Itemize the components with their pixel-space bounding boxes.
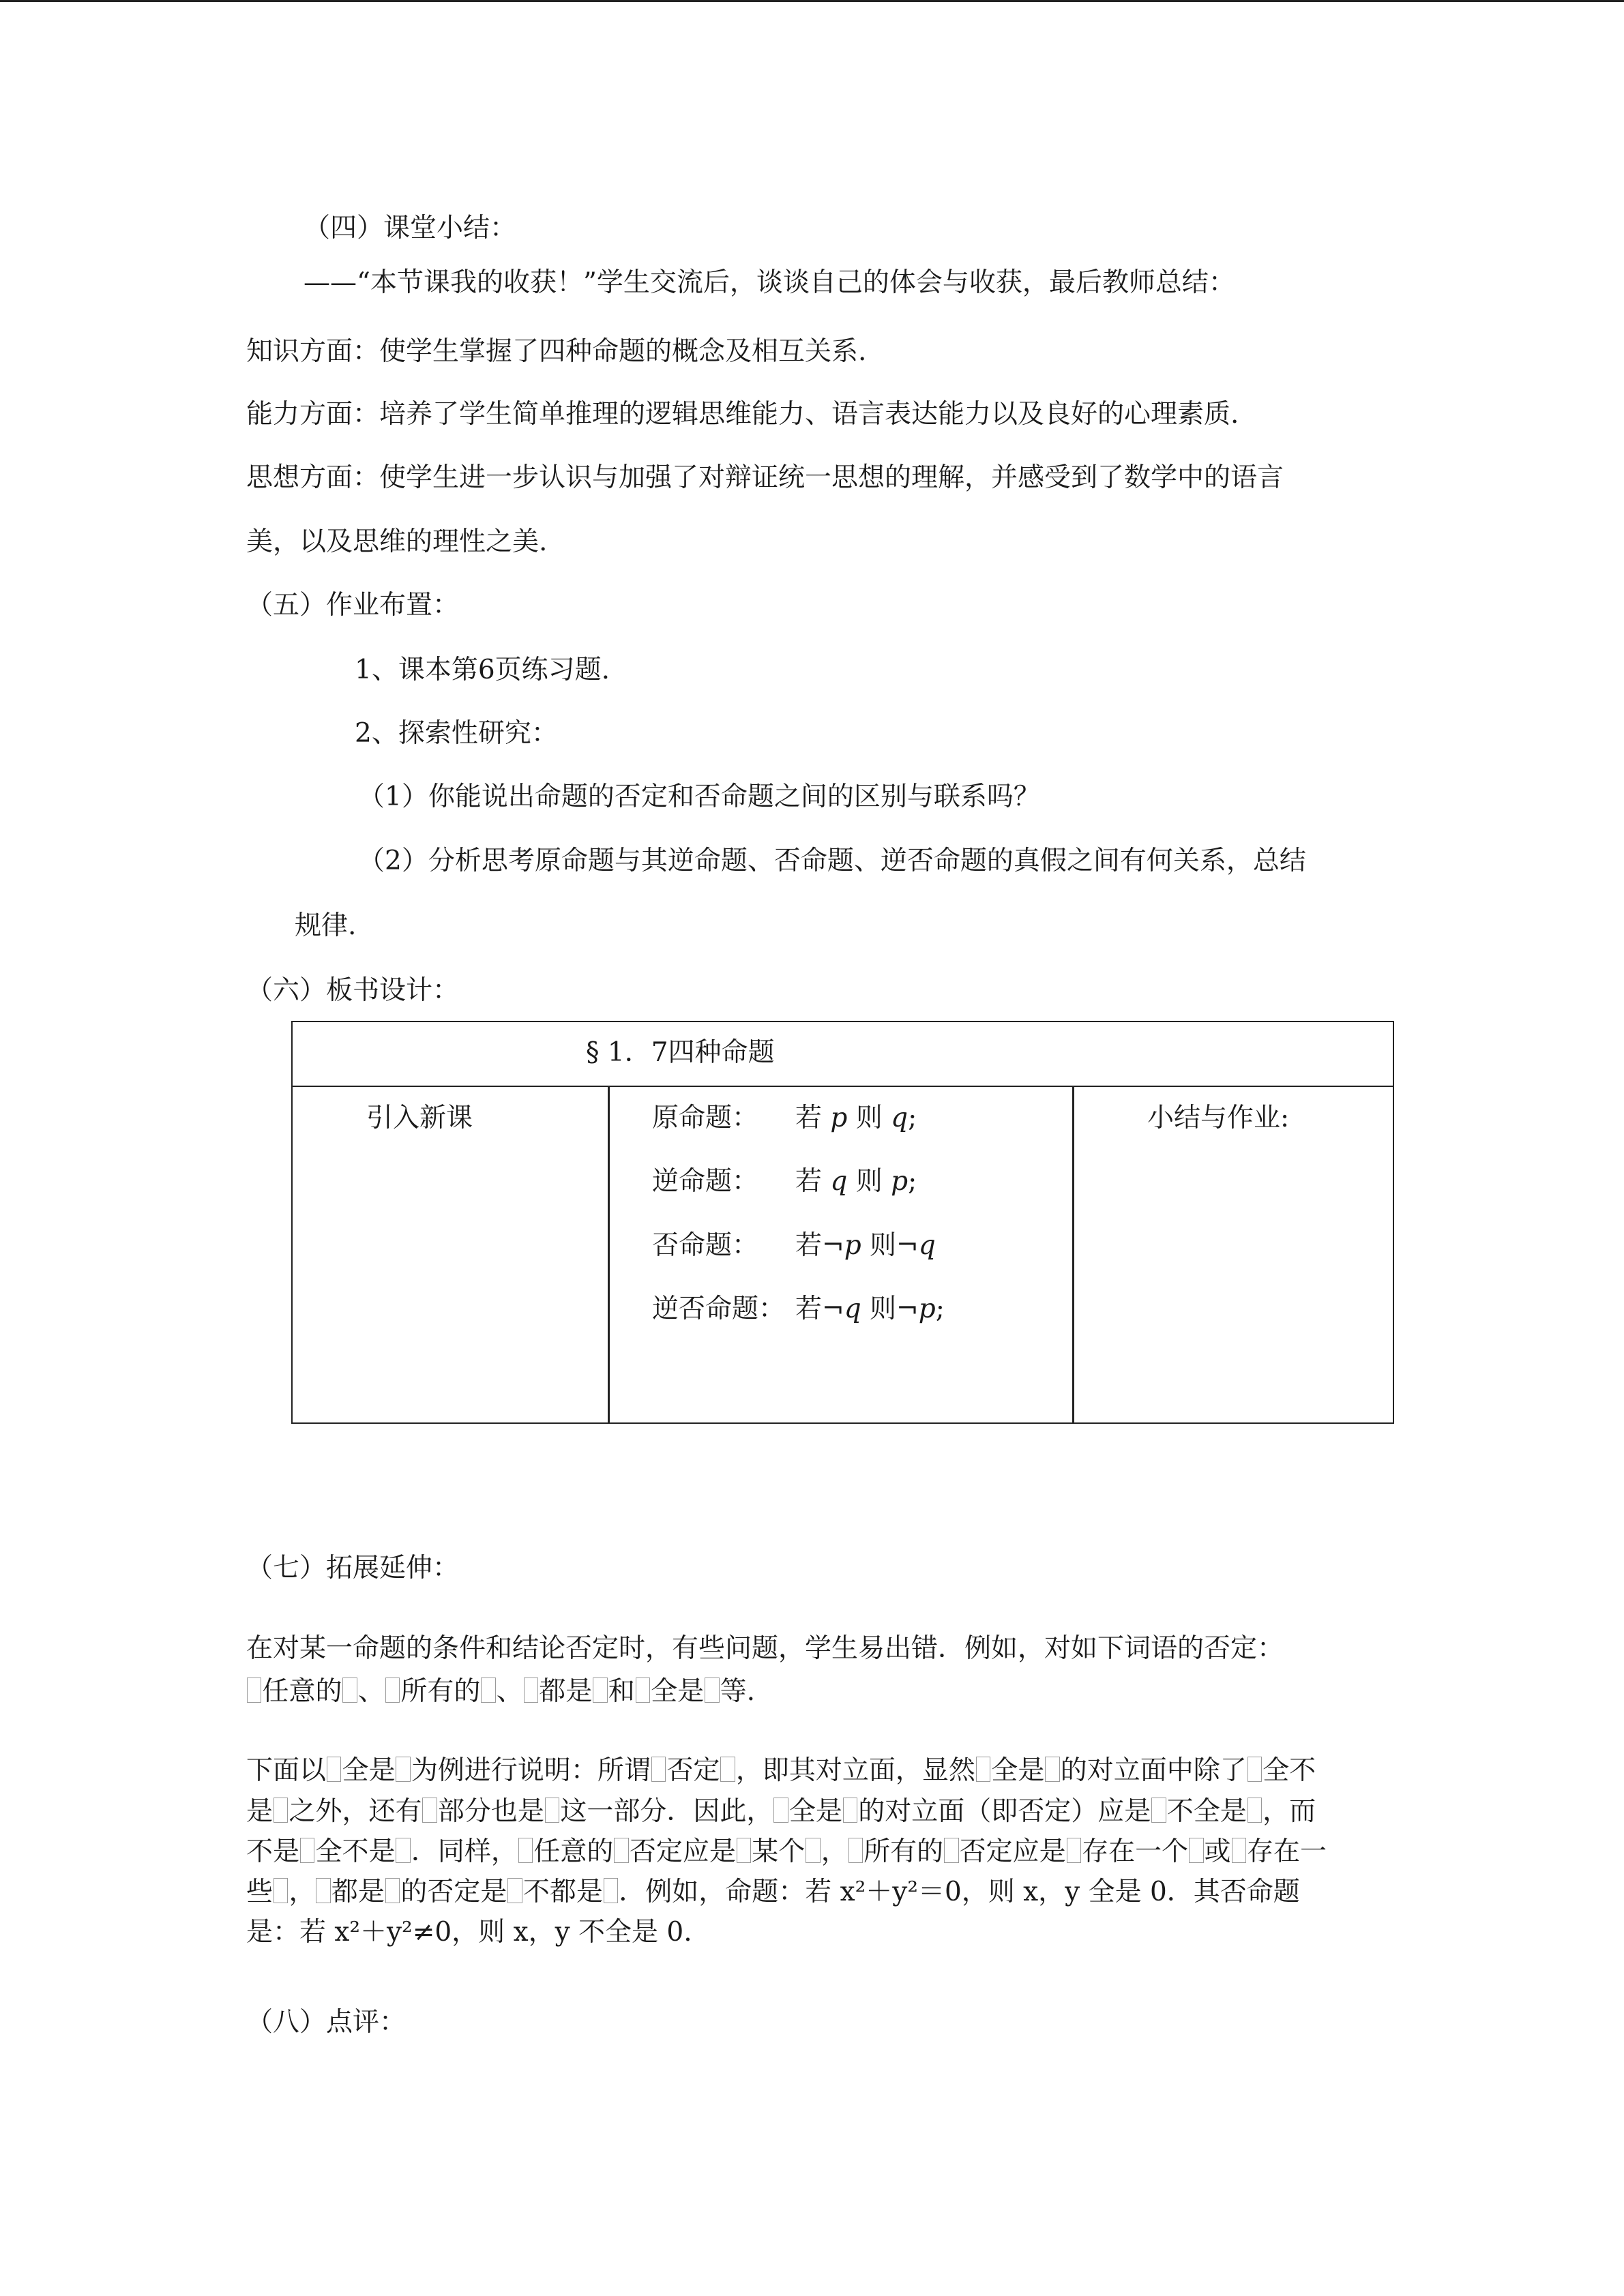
section5-question1: （1）你能说出命题的否定和否命题之间的区别与联系吗？ [358,781,1040,812]
text-part: 任意的 [533,1836,614,1867]
row-condition: q [844,1294,861,1324]
row-end: ; [908,1103,917,1133]
text-part: 都是 [331,1877,385,1907]
text-part: 不都是 [522,1877,603,1907]
row-then: 则¬ [861,1230,919,1261]
board-row-converse [652,1166,917,1198]
page-top-border [0,0,1624,2]
missing-glyph-box [651,1757,666,1782]
missing-glyph-box [1247,1757,1262,1782]
missing-glyph-box [1247,1798,1262,1823]
text-part: 存在一 [1246,1836,1327,1867]
missing-glyph-box [944,1838,958,1863]
section7-para2-line1 [246,1755,1316,1787]
missing-glyph-box [481,1678,495,1703]
missing-glyph-box [1045,1757,1059,1782]
text-part: ， [821,1836,848,1867]
section7-para2-line5: 是：若 x²＋y²≠0，则 x，y 不全是 0. [246,1917,692,1948]
row-then: 则 [847,1103,891,1133]
section6-heading: （六）板书设计： [246,975,460,1006]
text-part: 全是 [651,1676,705,1707]
missing-glyph-box [843,1798,857,1823]
missing-glyph-box [636,1678,650,1703]
missing-glyph-box [806,1838,820,1863]
row-if: 若¬ [795,1230,844,1261]
text-part: ，而 [1263,1796,1316,1827]
row-label: 否命题： [652,1230,759,1261]
board-column-divider-1 [608,1087,610,1422]
row-then: 则¬ [861,1294,919,1324]
missing-glyph-box [316,1878,330,1903]
section7-para1-line2 [246,1676,755,1708]
missing-glyph-box [385,1878,400,1903]
missing-glyph-box [773,1798,788,1823]
text-part: 、 [496,1676,523,1707]
missing-glyph-box [524,1678,538,1703]
row-then: 则 [847,1166,891,1197]
missing-glyph-box [1067,1838,1081,1863]
text-part: ， [289,1877,316,1907]
text-part: 的对立面（即否定）应是 [858,1796,1151,1827]
row-conclusion: p [891,1166,909,1197]
text-part: 等. [720,1676,756,1707]
missing-glyph-box [274,1798,288,1823]
text-part: 的否定是 [400,1877,507,1907]
row-condition: p [844,1230,861,1261]
missing-glyph-box [1232,1838,1246,1863]
missing-glyph-box [705,1678,719,1703]
section5-item1: 1、课本第6页练习题. [355,655,610,685]
missing-glyph-box [976,1757,990,1782]
row-conclusion: q [918,1230,936,1261]
row-end: ; [935,1294,945,1324]
section8-heading: （八）点评： [246,2007,407,2038]
missing-glyph-box [396,1757,410,1782]
board-intro-label: 引入新课 [366,1103,473,1133]
section7-para2-line4 [246,1877,1300,1909]
text-part: 否定 [666,1755,720,1786]
section5-question2-line1: （2）分析思考原命题与其逆命题、否命题、逆否命题的真假之间有何关系，总结 [358,846,1306,876]
missing-glyph-box [422,1798,437,1823]
missing-glyph-box [385,1678,400,1703]
text-part: 否定应是 [629,1836,736,1867]
row-end: ; [908,1166,917,1197]
board-title: § 1．7四种命题 [586,1037,775,1068]
section4-thought-line1: 思想方面：使学生进一步认识与加强了对辩证统一思想的理解，并感受到了数学中的语言 [246,462,1284,493]
section4-thought-line2: 美，以及思维的理性之美. [246,526,548,557]
section7-para1-line1: 在对某一命题的条件和结论否定时，有些问题，学生易出错．例如，对如下词语的否定： [246,1633,1284,1664]
section7-heading: （七）拓展延伸： [246,1553,460,1583]
section5-heading: （五）作业布置： [246,590,460,621]
text-part: 这一部分．因此， [560,1796,773,1827]
text-part: 都是 [539,1676,593,1707]
board-summary-label: 小结与作业: [1147,1103,1290,1133]
row-conclusion: q [891,1103,909,1133]
text-part: 是 [246,1796,274,1827]
section4-intro: ——“本节课我的收获！”学生交流后，谈谈自己的体会与收获，最后教师总结： [304,267,1235,298]
board-row-original [652,1103,917,1135]
text-part: 全是 [788,1796,842,1827]
section4-knowledge: 知识方面：使学生掌握了四种命题的概念及相互关系. [246,336,867,367]
text-part: 否定应是 [959,1836,1066,1867]
board-row-contrapositive [652,1294,945,1326]
text-part: 全不是 [315,1836,396,1867]
text-part: 为例进行说明：所谓 [411,1755,651,1786]
board-title-row [293,1022,1393,1087]
missing-glyph-box [342,1678,357,1703]
row-if: 若¬ [795,1294,844,1324]
text-part: 所有的 [863,1836,944,1867]
board-column-divider-2 [1072,1087,1074,1422]
text-part: 些 [246,1877,274,1907]
text-part: 不是 [246,1836,300,1867]
text-part: 存在一个 [1082,1836,1189,1867]
text-part: 和 [608,1676,635,1707]
missing-glyph-box [737,1838,751,1863]
missing-glyph-box [300,1838,314,1863]
text-part: 某个 [752,1836,806,1867]
text-part: 或 [1204,1836,1231,1867]
board-row-inverse [652,1230,936,1262]
text-part: 所有的 [400,1676,481,1707]
row-label: 逆否命题： [652,1294,786,1324]
missing-glyph-box [396,1838,410,1863]
missing-glyph-box [518,1838,533,1863]
section5-question2-line2: 规律. [295,910,357,941]
row-label: 逆命题： [652,1166,759,1197]
section4-heading: （四）课堂小结： [304,213,517,243]
row-if: 若 [795,1166,831,1197]
missing-glyph-box [327,1757,341,1782]
text-part: 全不 [1263,1755,1316,1786]
missing-glyph-box [593,1678,607,1703]
row-label: 原命题： [652,1103,759,1133]
section4-ability: 能力方面：培养了学生简单推理的逻辑思维能力、语言表达能力以及良好的心理素质. [246,399,1239,430]
text-part: ，即其对立面，显然 [735,1755,975,1786]
blackboard-design-table [291,1021,1394,1424]
text-part: 部分也是 [437,1796,544,1827]
text-part: 之外，还有 [289,1796,422,1827]
section7-para2-line3 [246,1836,1327,1868]
missing-glyph-box [545,1798,559,1823]
row-condition: p [830,1103,848,1133]
text-part: 全是 [342,1755,396,1786]
missing-glyph-box [720,1757,735,1782]
text-part: ．同样， [411,1836,518,1867]
text-part: 任意的 [262,1676,342,1707]
missing-glyph-box [1189,1838,1203,1863]
text-part: 的对立面中除了 [1060,1755,1247,1786]
section5-item2: 2、探索性研究： [355,718,558,749]
missing-glyph-box [507,1878,522,1903]
missing-glyph-box [274,1878,288,1903]
row-condition: q [830,1166,848,1197]
text-part: ．例如，命题：若 x²＋y²＝0，则 x，y 全是 0．其否命题 [619,1877,1300,1907]
missing-glyph-box [604,1878,618,1903]
missing-glyph-box [614,1838,628,1863]
text-part: 下面以 [246,1755,327,1786]
section7-para2-line2 [246,1796,1316,1828]
missing-glyph-box [247,1678,261,1703]
row-if: 若 [795,1103,831,1133]
missing-glyph-box [1151,1798,1166,1823]
row-conclusion: p [918,1294,936,1324]
text-part: 、 [357,1676,385,1707]
text-part: 全是 [991,1755,1045,1786]
missing-glyph-box [848,1838,863,1863]
text-part: 不全是 [1166,1796,1247,1827]
